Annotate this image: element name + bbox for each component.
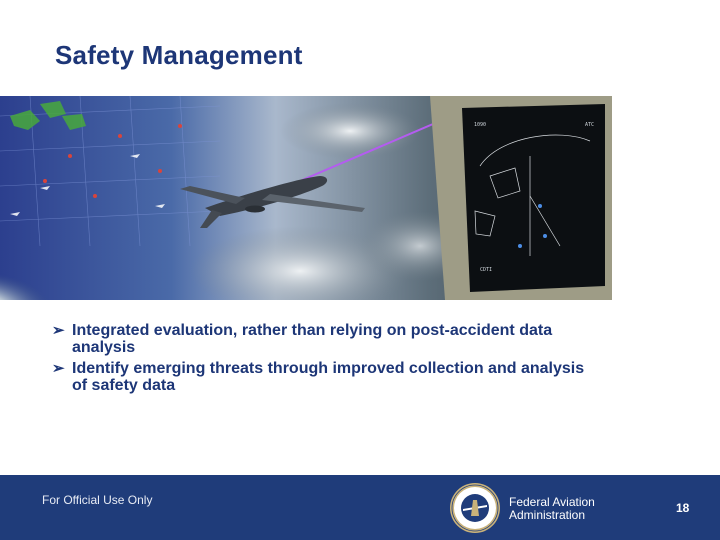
radar-display-icon	[430, 96, 612, 300]
agency-line-1: Federal Aviation	[509, 495, 595, 509]
agency-name	[509, 496, 595, 522]
svg-text:CDTI: CDTI	[480, 267, 493, 273]
svg-text:1090: 1090	[474, 122, 487, 128]
svg-text:ATC: ATC	[585, 122, 595, 128]
slide-title: Safety Management	[55, 40, 303, 70]
bullet-list	[52, 322, 592, 398]
bullet-text: Identify emerging threats through improved collection and analysis of safety data	[72, 360, 585, 394]
page-number: 18	[676, 501, 690, 515]
bullet-item	[52, 322, 592, 356]
bullet-text: Integrated evaluation, rather than relying on post-accident data analysis	[72, 322, 553, 356]
arrow-bullet-icon: ➢	[52, 360, 65, 377]
footer-classification: For Official Use Only	[42, 493, 153, 507]
faa-seal-icon	[449, 482, 501, 534]
hero-illustration	[0, 96, 612, 300]
hero-image	[0, 96, 612, 300]
footer-bar	[0, 475, 720, 540]
bullet-item	[52, 360, 592, 394]
agency-line-2: Administration	[509, 508, 586, 522]
arrow-bullet-icon: ➢	[52, 322, 65, 339]
